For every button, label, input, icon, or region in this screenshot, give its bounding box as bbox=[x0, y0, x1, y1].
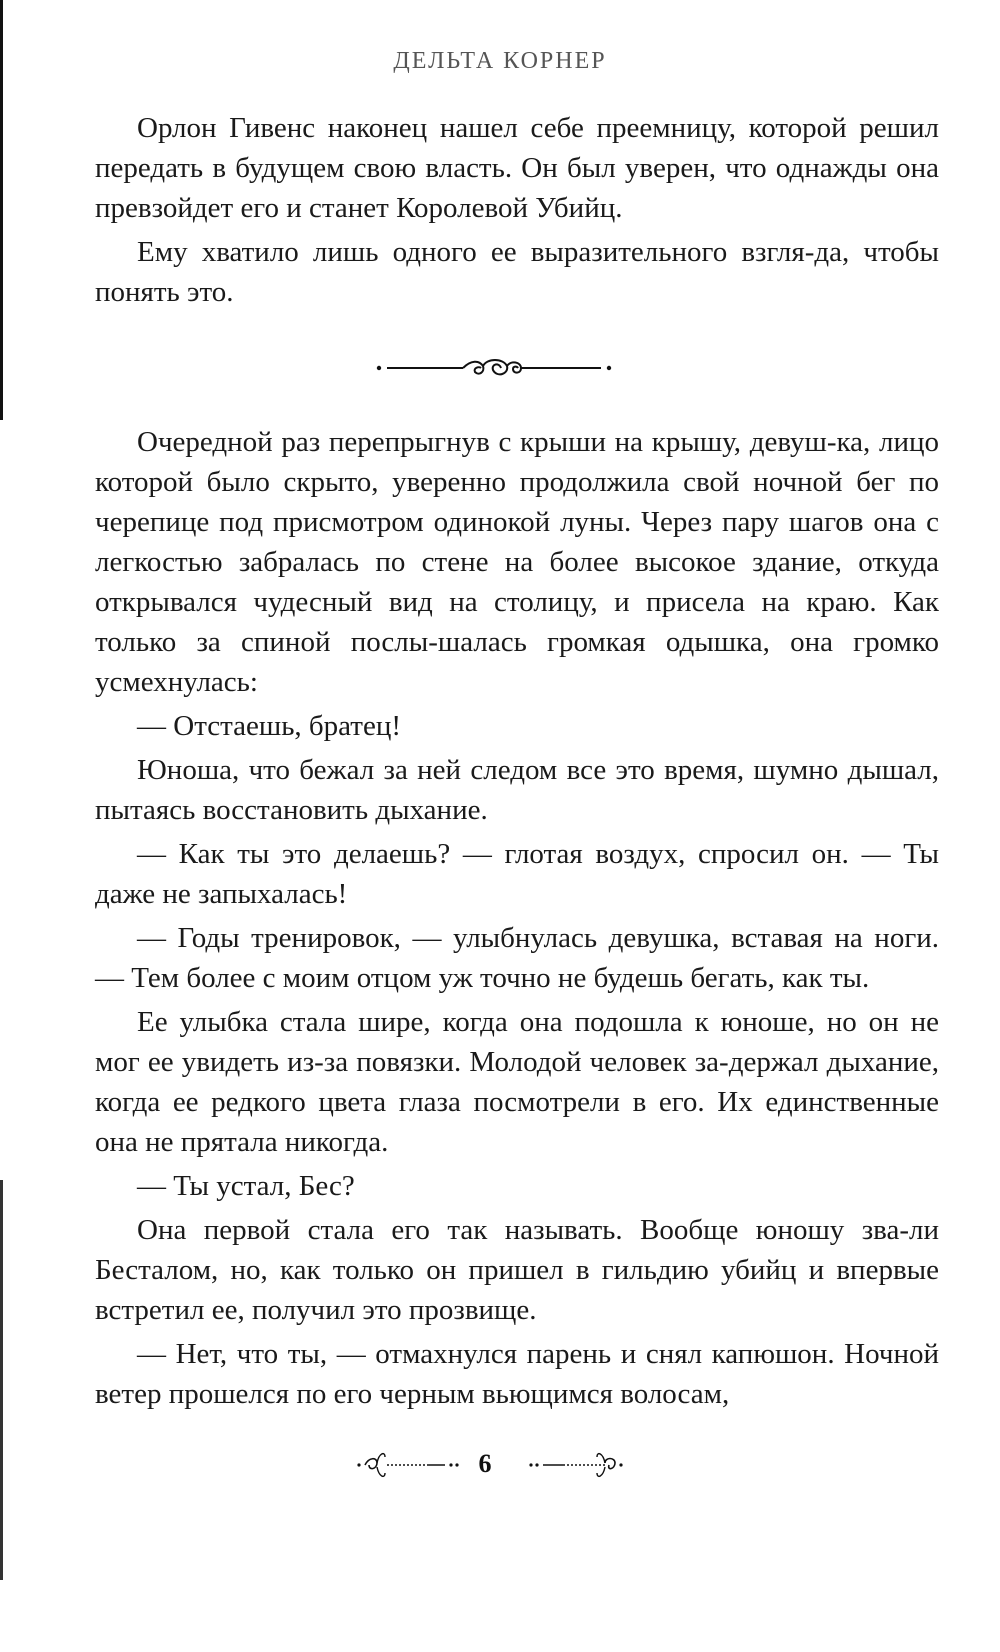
text-section-2 bbox=[95, 422, 939, 1418]
ornament-divider-icon bbox=[375, 352, 615, 382]
page-edge-shadow bbox=[0, 1180, 3, 1580]
paragraph: — Как ты это делаешь? — глотая воздух, спросил он. — Ты даже не запыхалась! bbox=[95, 838, 939, 910]
paragraph: Орлон Гивенс наконец нашел себе преемницу, которой решил передать в будущем свою власть. Он был уверен, что однажды она превзойдет его и станет Королевой Убийц. bbox=[95, 112, 939, 224]
paragraph: Ее улыбка стала шире, когда она подошла к юноше, но он не мог ее увидеть из-за повязки. Молодой человек за-держал дыхание, когда ее редкого цвета глаза посмотрели в его. Их единственные она не прятала никогда. bbox=[95, 1006, 939, 1158]
paragraph: Ему хватило лишь одного ее выразительного взгля-да, чтобы понять это. bbox=[95, 236, 939, 308]
running-header: ДЕЛЬТА КОРНЕР bbox=[393, 48, 607, 74]
page-number: 6 bbox=[478, 1449, 492, 1478]
footer-ornament-right-icon bbox=[525, 1447, 685, 1483]
page-footer bbox=[0, 1445, 1000, 1485]
text-section-1 bbox=[95, 108, 939, 316]
paragraph: — Годы тренировок, — улыбнулась девушка, вставая на ноги. — Тем более с моим отцом уж точно не будешь бегать, как ты. bbox=[95, 922, 939, 994]
paragraph: Юноша, что бежал за ней следом все это время, шумно дышал, пытаясь восстановить дыхание. bbox=[95, 754, 939, 826]
paragraph: Очередной раз перепрыгнув с крыши на крышу, девуш-ка, лицо которой было скрыто, уверенно продолжила свой ночной бег по черепице под присмотром одинокой луны. Через пару шагов она с легкостью забралась по стене на более высокое здание, откуда открывался чудесный вид на столицу, и присела на краю. Как только за спиной послы-шалась громкая одышка, она громко усмехнулась: bbox=[95, 426, 939, 698]
paragraph: Она первой стала его так называть. Вообще юношу зва-ли Бесталом, но, как только он пришел в гильдию убийц и впервые встретил ее, получил это прозвище. bbox=[95, 1214, 939, 1326]
paragraph: — Отстаешь, братец! bbox=[137, 710, 402, 742]
paragraph: — Нет, что ты, — отмахнулся парень и снял капюшон. Ночной ветер прошелся по его черным вьющимся волосам, bbox=[95, 1338, 939, 1410]
paragraph: — Ты устал, Бес? bbox=[137, 1170, 355, 1202]
